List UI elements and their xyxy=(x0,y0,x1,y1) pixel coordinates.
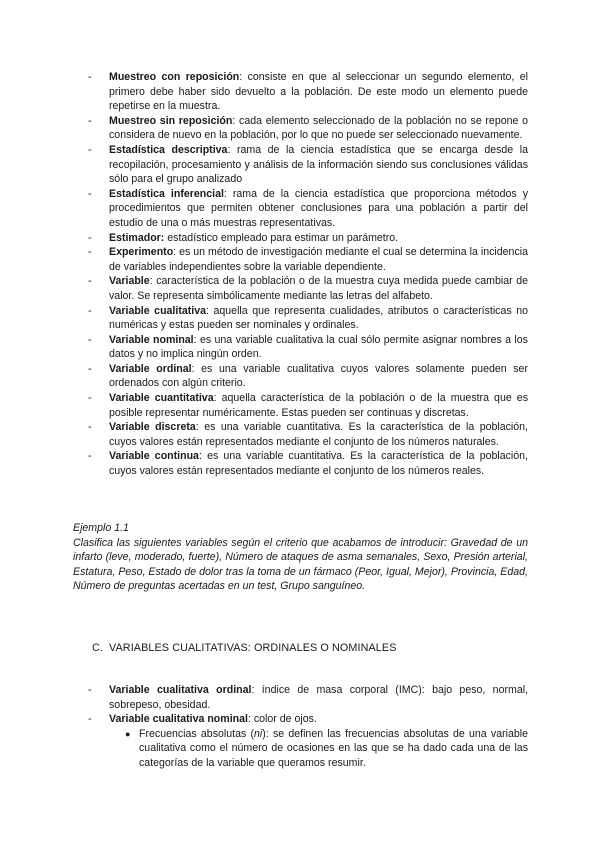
definition-term: Muestreo con reposición xyxy=(109,71,240,83)
definition-text: es un método de investigación mediante el cual se determina la incidencia de variables independientes sobre la variable dependiente. xyxy=(109,246,528,273)
definition-term: Variable cuantitativa xyxy=(109,392,214,405)
definition-item: - Variable discreta: es una variable cuantitativa. Es la característica de la población, cuyos valores están representados mediante el conjunto de los números naturales. xyxy=(88,421,529,448)
definition-item: - Variable ordinal: es una variable cualitativa cuyos valores solamente pueden ser ordenados con algún criterio. xyxy=(88,362,528,390)
example-title: Ejemplo 1.1 xyxy=(73,522,129,534)
definition-text: es una variable cualitativa la cual sólo permite asignar nombres a los datos y no implica ningún orden. xyxy=(109,333,528,361)
definition-text: aquella característica de la población o de la muestra que es posible representar numéricamente. Estas pueden ser continuas y discretas. xyxy=(109,392,528,419)
definition-term: Variable cualitativa ordinal xyxy=(109,684,252,696)
definition-text: característica de la población o de la muestra cuya medida puede cambiar de valor. Se representa simbólicamente mediante las letras del alfabeto. xyxy=(109,275,528,302)
definition-text: es una variable cualitativa cuyos valores solamente pueden ser ordenados con algún criterio. xyxy=(109,362,528,390)
definition-item: - Muestreo con reposición: consiste en que al seleccionar un segundo elemento, el primero debe haber sido devuelto a la población. De este modo un elemento puede repetirse en la muestra. xyxy=(88,71,528,113)
section-letter: C. xyxy=(92,642,103,654)
definition-text: aquella que representa cualidades, atributos o características no numéricas y estas pueden ser nominales y ordinales. xyxy=(109,304,528,332)
definition-term: Muestreo sin reposición xyxy=(109,114,233,127)
definition-text: rama de la ciencia estadística que se encarga desde la recopilación, procesamiento y análisis de la información siendo sus conclusiones válidas sólo para el grupo analizado xyxy=(109,143,528,186)
definition-term: Variable cualitativa nominal xyxy=(109,713,248,726)
definition-item: - Estadística inferencial: rama de la ciencia estadística que proporciona métodos y procedimientos que permiten obtener conclusiones para una población a partir del estudio de una o más muestras representativas. xyxy=(88,187,528,229)
definition-text: consiste en que al seleccionar un segundo elemento, el primero debe haber sido devuelto a la población. De este modo un elemento puede repetirse en la muestra. xyxy=(109,71,528,113)
definition-term: Variable xyxy=(109,275,150,288)
definition-text: : color de ojos. xyxy=(247,713,317,726)
definition-term: Variable cualitativa xyxy=(109,304,206,317)
definition-item: - Variable cualitativa: aquella que representa cualidades, atributos o características no numéricas y estas pueden ser nominales y ordinales. xyxy=(88,304,528,332)
definition-term: Estimador: xyxy=(109,231,165,244)
definition-term: Variable nominal xyxy=(109,333,194,346)
definition-text: rama de la ciencia estadística que proporciona métodos y procedimientos que permiten obtener conclusiones para una población a partir del estudio de una o más muestras representativas. xyxy=(109,187,528,229)
definition-item: - Variable continua: es una variable cuantitativa. Es la característica de la población, cuyos valores están representados mediante el conjunto de los números reales. xyxy=(88,450,528,478)
definition-item: - Estimador: estadístico empleado para estimar un parámetro. xyxy=(88,231,399,244)
example-text: Clasifica las siguientes variables según el criterio que acabamos de introducir: Gravedad de un infarto (leve, moderado, fuerte), Número de ataques de asma semanales, Sexo, Presión arterial, Estatura, Peso, Estado de dolor tras la toma de un fármaco (Peor, Igual, Mejor), Provincia, Edad, Número de preguntas acertadas en un test, Grupo sanguíneo. xyxy=(73,536,528,593)
definition-text: estadístico empleado para estimar un parámetro. xyxy=(164,231,399,244)
frequency-bullet: ● Frecuencias absolutas (ni): se definen las frecuencias absolutas de una variable cualitativa como el número de ocasiones en las que se ha dado cada una de las categorías de la variable que queramos resumir. xyxy=(125,727,529,769)
definitions-list xyxy=(88,70,528,479)
definition-item: - Variable nominal: es una variable cualitativa la cual sólo permite asignar nombres a los datos y no implica ningún orden. xyxy=(88,333,528,361)
definition-term: Estadística descriptiva xyxy=(109,143,228,156)
section-heading xyxy=(92,641,397,656)
definition-item: - Variable cualitativa nominal: color de ojos. xyxy=(88,713,317,726)
definition-term: Experimento xyxy=(109,246,174,259)
definition-text: es una variable cuantitativa. Es la característica de la población, cuyos valores están representados mediante el conjunto de los números naturales. xyxy=(109,421,529,448)
qualitative-variables-list xyxy=(88,683,528,771)
definition-item: - Muestreo sin reposición: cada elemento seleccionado de la población no se repone o considera de nuevo en la población, por lo que no puede ser seleccionado nuevamente. xyxy=(88,114,528,142)
definition-item: - Estadística descriptiva: rama de la ciencia estadística que se encarga desde la recopilación, procesamiento y análisis de la información siendo sus conclusiones válidas sólo para el grupo analizado xyxy=(88,143,528,186)
definition-text: cada elemento seleccionado de la población no se repone o considera de nuevo en la población, por lo que no puede ser seleccionado nuevamente. xyxy=(109,114,528,142)
definition-term: Variable ordinal xyxy=(109,362,192,375)
definition-term: Variable discreta xyxy=(109,421,196,434)
definition-item: - Variable cualitativa ordinal: índice de masa corporal (IMC): bajo peso, normal, sobrepeso, obesidad. xyxy=(88,684,529,711)
definition-text: : índice de masa corporal (IMC): bajo peso, normal, sobrepeso, obesidad. xyxy=(109,684,529,711)
definition-term: Variable continua xyxy=(109,450,199,463)
section-title: VARIABLES CUALITATIVAS: ORDINALES O NOMINALES xyxy=(109,642,397,654)
bullet-dot-icon: ● xyxy=(125,728,131,739)
ni-symbol: ni xyxy=(254,727,263,740)
definition-term: Estadística inferencial xyxy=(109,187,224,200)
definition-item: - Variable cuantitativa: aquella característica de la población o de la muestra que es posible representar numéricamente. Estas pueden ser continuas y discretas. xyxy=(88,392,528,419)
definition-item: - Variable: característica de la población o de la muestra cuya medida puede cambiar de valor. Se representa simbólicamente mediante las letras del alfabeto. xyxy=(88,275,528,302)
example-block xyxy=(73,521,528,594)
definition-item: - Experimento: es un método de investigación mediante el cual se determina la incidencia de variables independientes sobre la variable dependiente. xyxy=(88,246,528,273)
definition-text: es una variable cuantitativa. Es la característica de la población, cuyos valores están representados mediante el conjunto de los números reales. xyxy=(109,450,528,478)
